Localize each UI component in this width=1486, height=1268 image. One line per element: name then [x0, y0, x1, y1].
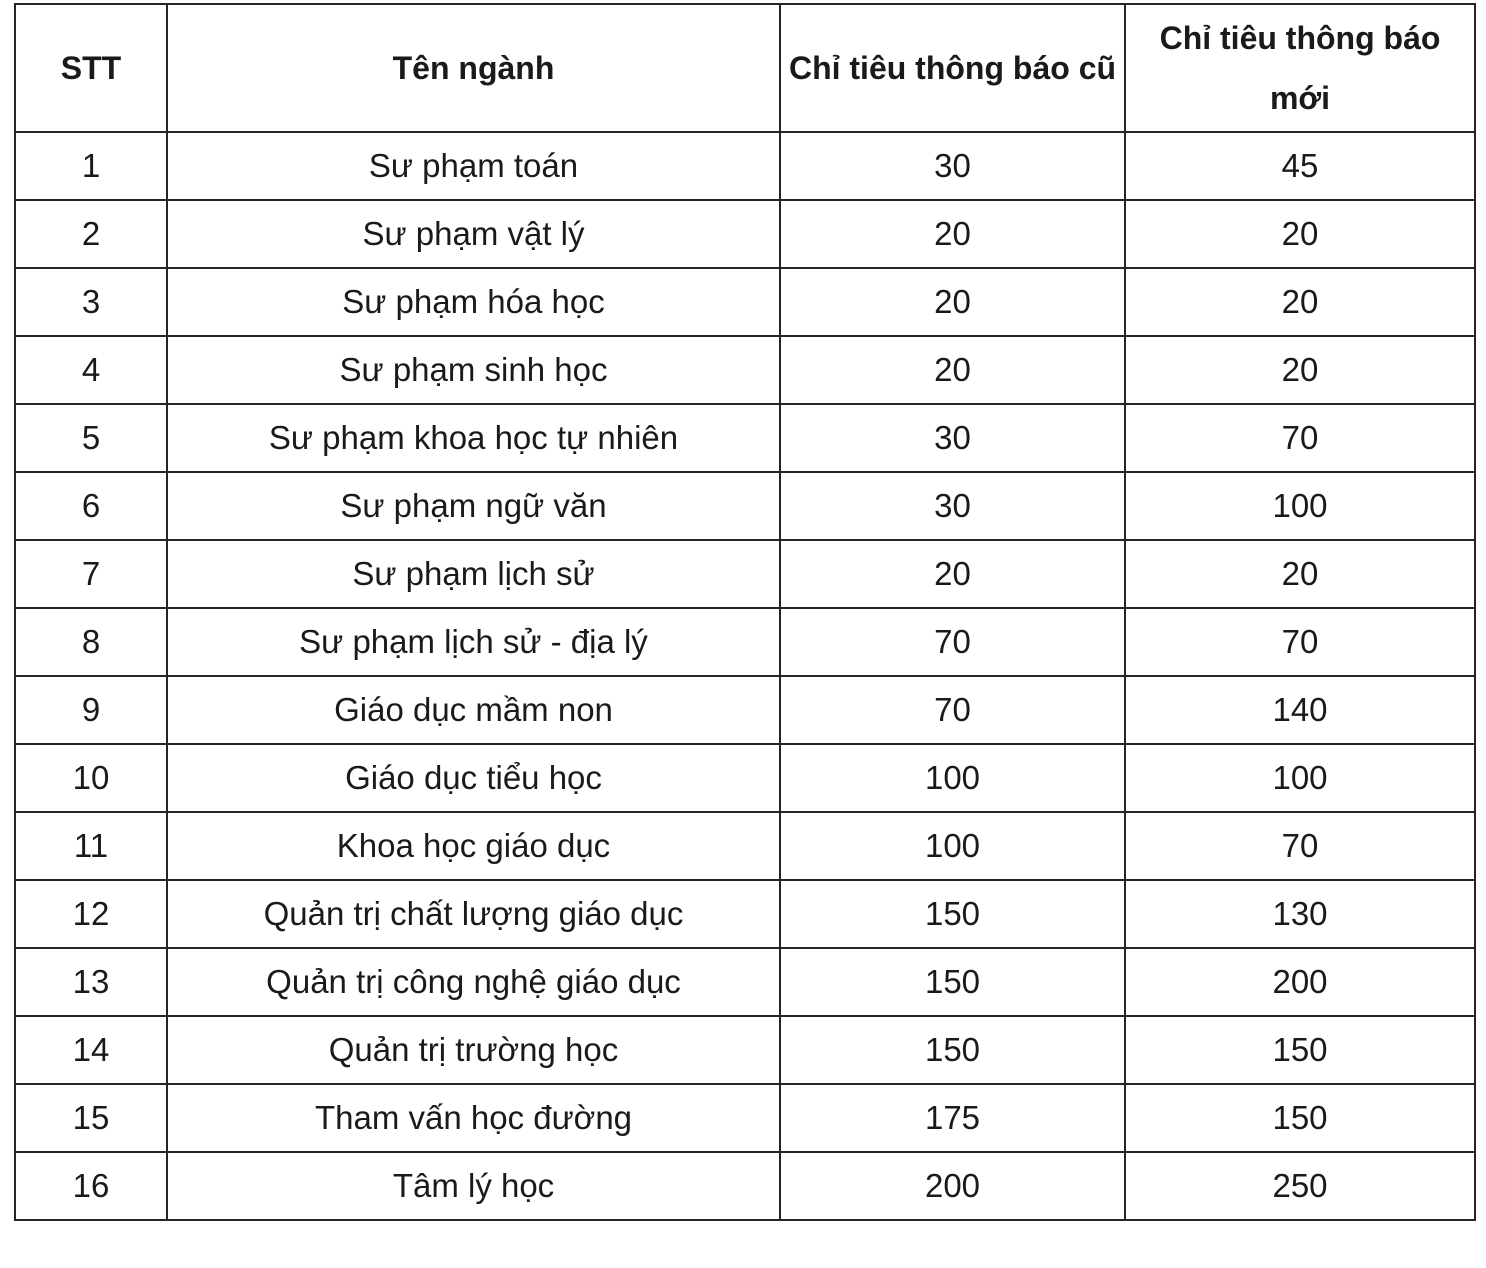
- table-row: [15, 540, 1475, 608]
- cell-old-quota: 150: [780, 880, 1125, 948]
- cell-stt: 2: [15, 200, 167, 268]
- cell-old-quota: 70: [780, 676, 1125, 744]
- cell-new-quota: 20: [1125, 540, 1475, 608]
- cell-new-quota: 140: [1125, 676, 1475, 744]
- cell-stt: 3: [15, 268, 167, 336]
- cell-stt: 4: [15, 336, 167, 404]
- table-row: [15, 1084, 1475, 1152]
- cell-new-quota: 20: [1125, 200, 1475, 268]
- cell-old-quota: 100: [780, 744, 1125, 812]
- cell-old-quota: 150: [780, 948, 1125, 1016]
- cell-new-quota: 70: [1125, 608, 1475, 676]
- cell-name: Tâm lý học: [167, 1152, 780, 1220]
- cell-name: Tham vấn học đường: [167, 1084, 780, 1152]
- cell-stt: 8: [15, 608, 167, 676]
- cell-stt: 6: [15, 472, 167, 540]
- table-row: [15, 268, 1475, 336]
- cell-new-quota: 200: [1125, 948, 1475, 1016]
- table-row: [15, 200, 1475, 268]
- cell-name: Sư phạm ngữ văn: [167, 472, 780, 540]
- cell-stt: 14: [15, 1016, 167, 1084]
- cell-new-quota: 100: [1125, 744, 1475, 812]
- cell-stt: 11: [15, 812, 167, 880]
- cell-stt: 5: [15, 404, 167, 472]
- cell-name: Quản trị chất lượng giáo dục: [167, 880, 780, 948]
- table-row: [15, 744, 1475, 812]
- cell-name: Quản trị trường học: [167, 1016, 780, 1084]
- cell-stt: 16: [15, 1152, 167, 1220]
- table-row: [15, 948, 1475, 1016]
- table-row: [15, 336, 1475, 404]
- table-row: [15, 472, 1475, 540]
- cell-new-quota: 150: [1125, 1084, 1475, 1152]
- cell-name: Giáo dục tiểu học: [167, 744, 780, 812]
- cell-old-quota: 70: [780, 608, 1125, 676]
- cell-old-quota: 30: [780, 132, 1125, 200]
- cell-name: Sư phạm sinh học: [167, 336, 780, 404]
- cell-stt: 12: [15, 880, 167, 948]
- cell-old-quota: 175: [780, 1084, 1125, 1152]
- cell-stt: 1: [15, 132, 167, 200]
- cell-stt: 15: [15, 1084, 167, 1152]
- header-new-quota: Chỉ tiêu thông báo mới: [1125, 4, 1475, 132]
- cell-stt: 10: [15, 744, 167, 812]
- cell-name: Sư phạm toán: [167, 132, 780, 200]
- table-row: [15, 1016, 1475, 1084]
- cell-new-quota: 45: [1125, 132, 1475, 200]
- cell-new-quota: 250: [1125, 1152, 1475, 1220]
- cell-name: Sư phạm khoa học tự nhiên: [167, 404, 780, 472]
- cell-name: Sư phạm lịch sử - địa lý: [167, 608, 780, 676]
- table-row: [15, 404, 1475, 472]
- cell-name: Sư phạm hóa học: [167, 268, 780, 336]
- table-row: [15, 132, 1475, 200]
- cell-new-quota: 150: [1125, 1016, 1475, 1084]
- cell-name: Quản trị công nghệ giáo dục: [167, 948, 780, 1016]
- cell-new-quota: 70: [1125, 404, 1475, 472]
- cell-name: Giáo dục mầm non: [167, 676, 780, 744]
- table-row: [15, 1152, 1475, 1220]
- header-row: [15, 4, 1475, 132]
- cell-stt: 13: [15, 948, 167, 1016]
- cell-new-quota: 70: [1125, 812, 1475, 880]
- cell-name: Khoa học giáo dục: [167, 812, 780, 880]
- quota-table: [14, 3, 1476, 1221]
- cell-new-quota: 20: [1125, 268, 1475, 336]
- table-row: [15, 812, 1475, 880]
- cell-name: Sư phạm lịch sử: [167, 540, 780, 608]
- cell-new-quota: 130: [1125, 880, 1475, 948]
- cell-old-quota: 20: [780, 336, 1125, 404]
- table-row: [15, 608, 1475, 676]
- header-stt: STT: [15, 4, 167, 132]
- cell-old-quota: 20: [780, 268, 1125, 336]
- cell-old-quota: 150: [780, 1016, 1125, 1084]
- table-row: [15, 880, 1475, 948]
- cell-old-quota: 20: [780, 540, 1125, 608]
- cell-old-quota: 30: [780, 404, 1125, 472]
- cell-old-quota: 20: [780, 200, 1125, 268]
- cell-old-quota: 100: [780, 812, 1125, 880]
- cell-name: Sư phạm vật lý: [167, 200, 780, 268]
- cell-new-quota: 20: [1125, 336, 1475, 404]
- cell-stt: 9: [15, 676, 167, 744]
- header-old-quota: Chỉ tiêu thông báo cũ: [780, 4, 1125, 132]
- cell-new-quota: 100: [1125, 472, 1475, 540]
- cell-old-quota: 30: [780, 472, 1125, 540]
- cell-old-quota: 200: [780, 1152, 1125, 1220]
- table-row: [15, 676, 1475, 744]
- cell-stt: 7: [15, 540, 167, 608]
- header-name: Tên ngành: [167, 4, 780, 132]
